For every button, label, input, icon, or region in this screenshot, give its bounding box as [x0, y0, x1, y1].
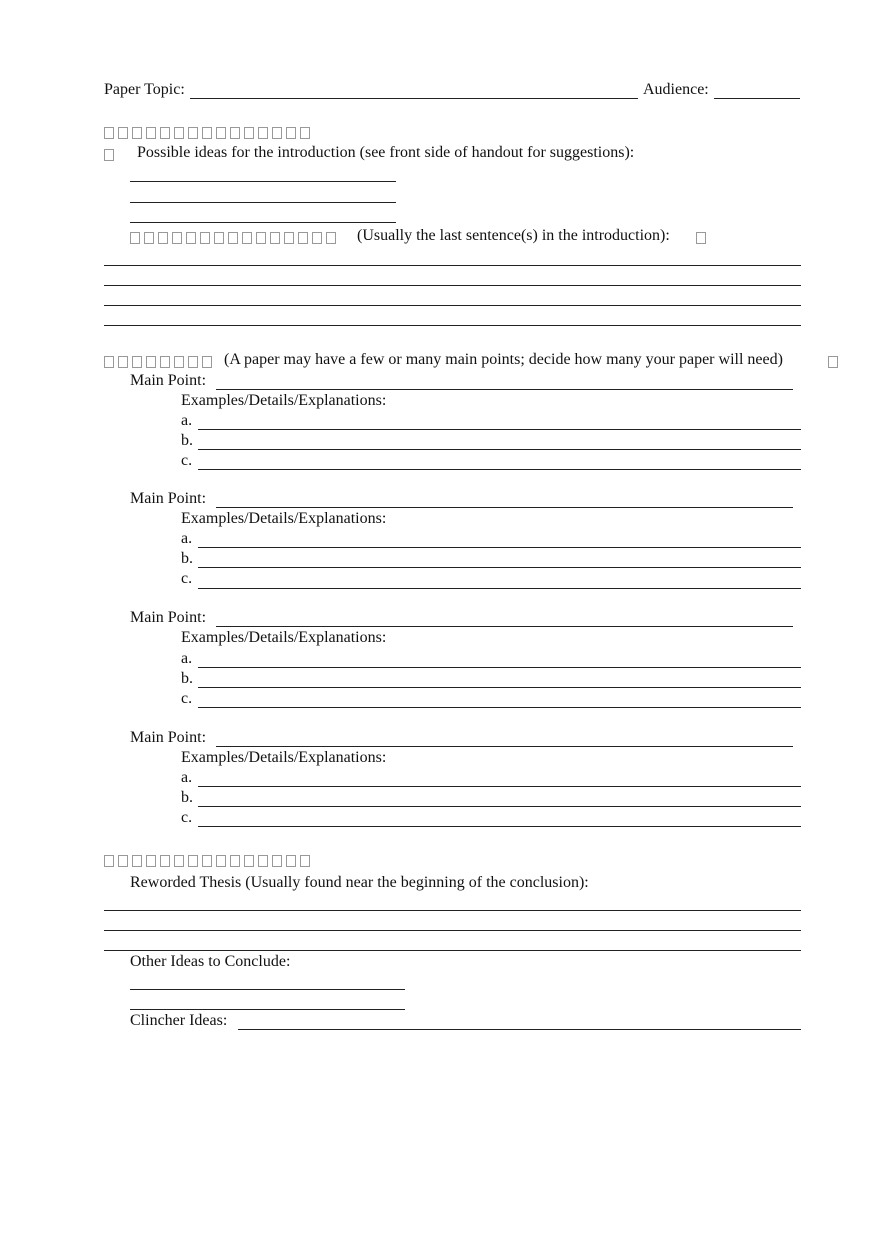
intro-idea-line[interactable] [130, 222, 396, 223]
item-letter: c. [181, 452, 193, 469]
thesis-line[interactable] [104, 265, 801, 266]
item-letter: c. [181, 809, 193, 826]
other-idea-line[interactable] [130, 989, 405, 990]
example-field[interactable] [198, 588, 801, 589]
other-idea-line[interactable] [130, 1009, 405, 1010]
thesis-line[interactable] [104, 285, 801, 286]
item-letter: c. [181, 570, 193, 587]
example-field[interactable] [198, 786, 801, 787]
main-point-label: Main Point: [130, 609, 207, 626]
main-point-label: Main Point: [130, 490, 207, 507]
example-field[interactable] [198, 826, 801, 827]
main-point-field[interactable] [216, 389, 793, 390]
intro-ideas-text: Possible ideas for the introduction (see front side of handout for suggestions): [137, 144, 635, 161]
item-letter: a. [181, 650, 193, 667]
audience-field[interactable] [714, 98, 800, 99]
example-field[interactable] [198, 707, 801, 708]
item-letter: b. [181, 432, 193, 449]
body-section-note: (A paper may have a few or many main points; decide how many your paper will need) [224, 351, 783, 368]
audience-label: Audience: [643, 81, 709, 98]
bullet-glyph [104, 147, 118, 161]
paper-topic-label: Paper Topic: [104, 81, 185, 98]
examples-label: Examples/Details/Explanations: [181, 392, 387, 409]
example-field[interactable] [198, 687, 801, 688]
main-point-field[interactable] [216, 626, 793, 627]
item-letter: c. [181, 690, 193, 707]
body-trailing-glyph [828, 354, 842, 368]
item-letter: a. [181, 530, 193, 547]
main-point-label: Main Point: [130, 729, 207, 746]
thesis-line[interactable] [104, 325, 801, 326]
paper-topic-field[interactable] [190, 98, 638, 99]
reworded-thesis-line[interactable] [104, 910, 801, 911]
example-field[interactable] [198, 806, 801, 807]
main-point-field[interactable] [216, 746, 793, 747]
conclusion-heading-glyphs [104, 853, 314, 867]
example-field[interactable] [198, 449, 801, 450]
thesis-note: (Usually the last sentence(s) in the introduction): [357, 227, 670, 244]
thesis-trailing-glyph [696, 230, 710, 244]
reworded-thesis-line[interactable] [104, 950, 801, 951]
main-point-label: Main Point: [130, 372, 207, 389]
item-letter: a. [181, 412, 193, 429]
examples-label: Examples/Details/Explanations: [181, 749, 387, 766]
example-field[interactable] [198, 547, 801, 548]
reworded-thesis-label: Reworded Thesis (Usually found near the beginning of the conclusion): [130, 874, 589, 891]
intro-idea-line[interactable] [130, 202, 396, 203]
main-point-field[interactable] [216, 507, 793, 508]
example-field[interactable] [198, 429, 801, 430]
item-letter: b. [181, 670, 193, 687]
thesis-heading-glyphs [130, 230, 340, 244]
thesis-line[interactable] [104, 305, 801, 306]
reworded-thesis-line[interactable] [104, 930, 801, 931]
clincher-field[interactable] [238, 1029, 801, 1030]
intro-heading-glyphs [104, 125, 314, 139]
intro-idea-line[interactable] [130, 181, 396, 182]
item-letter: b. [181, 550, 193, 567]
clincher-label: Clincher Ideas: [130, 1012, 228, 1029]
item-letter: a. [181, 769, 193, 786]
examples-label: Examples/Details/Explanations: [181, 629, 387, 646]
example-field[interactable] [198, 469, 801, 470]
item-letter: b. [181, 789, 193, 806]
example-field[interactable] [198, 667, 801, 668]
example-field[interactable] [198, 567, 801, 568]
body-heading-glyphs [104, 354, 216, 368]
other-ideas-label: Other Ideas to Conclude: [130, 953, 291, 970]
examples-label: Examples/Details/Explanations: [181, 510, 387, 527]
